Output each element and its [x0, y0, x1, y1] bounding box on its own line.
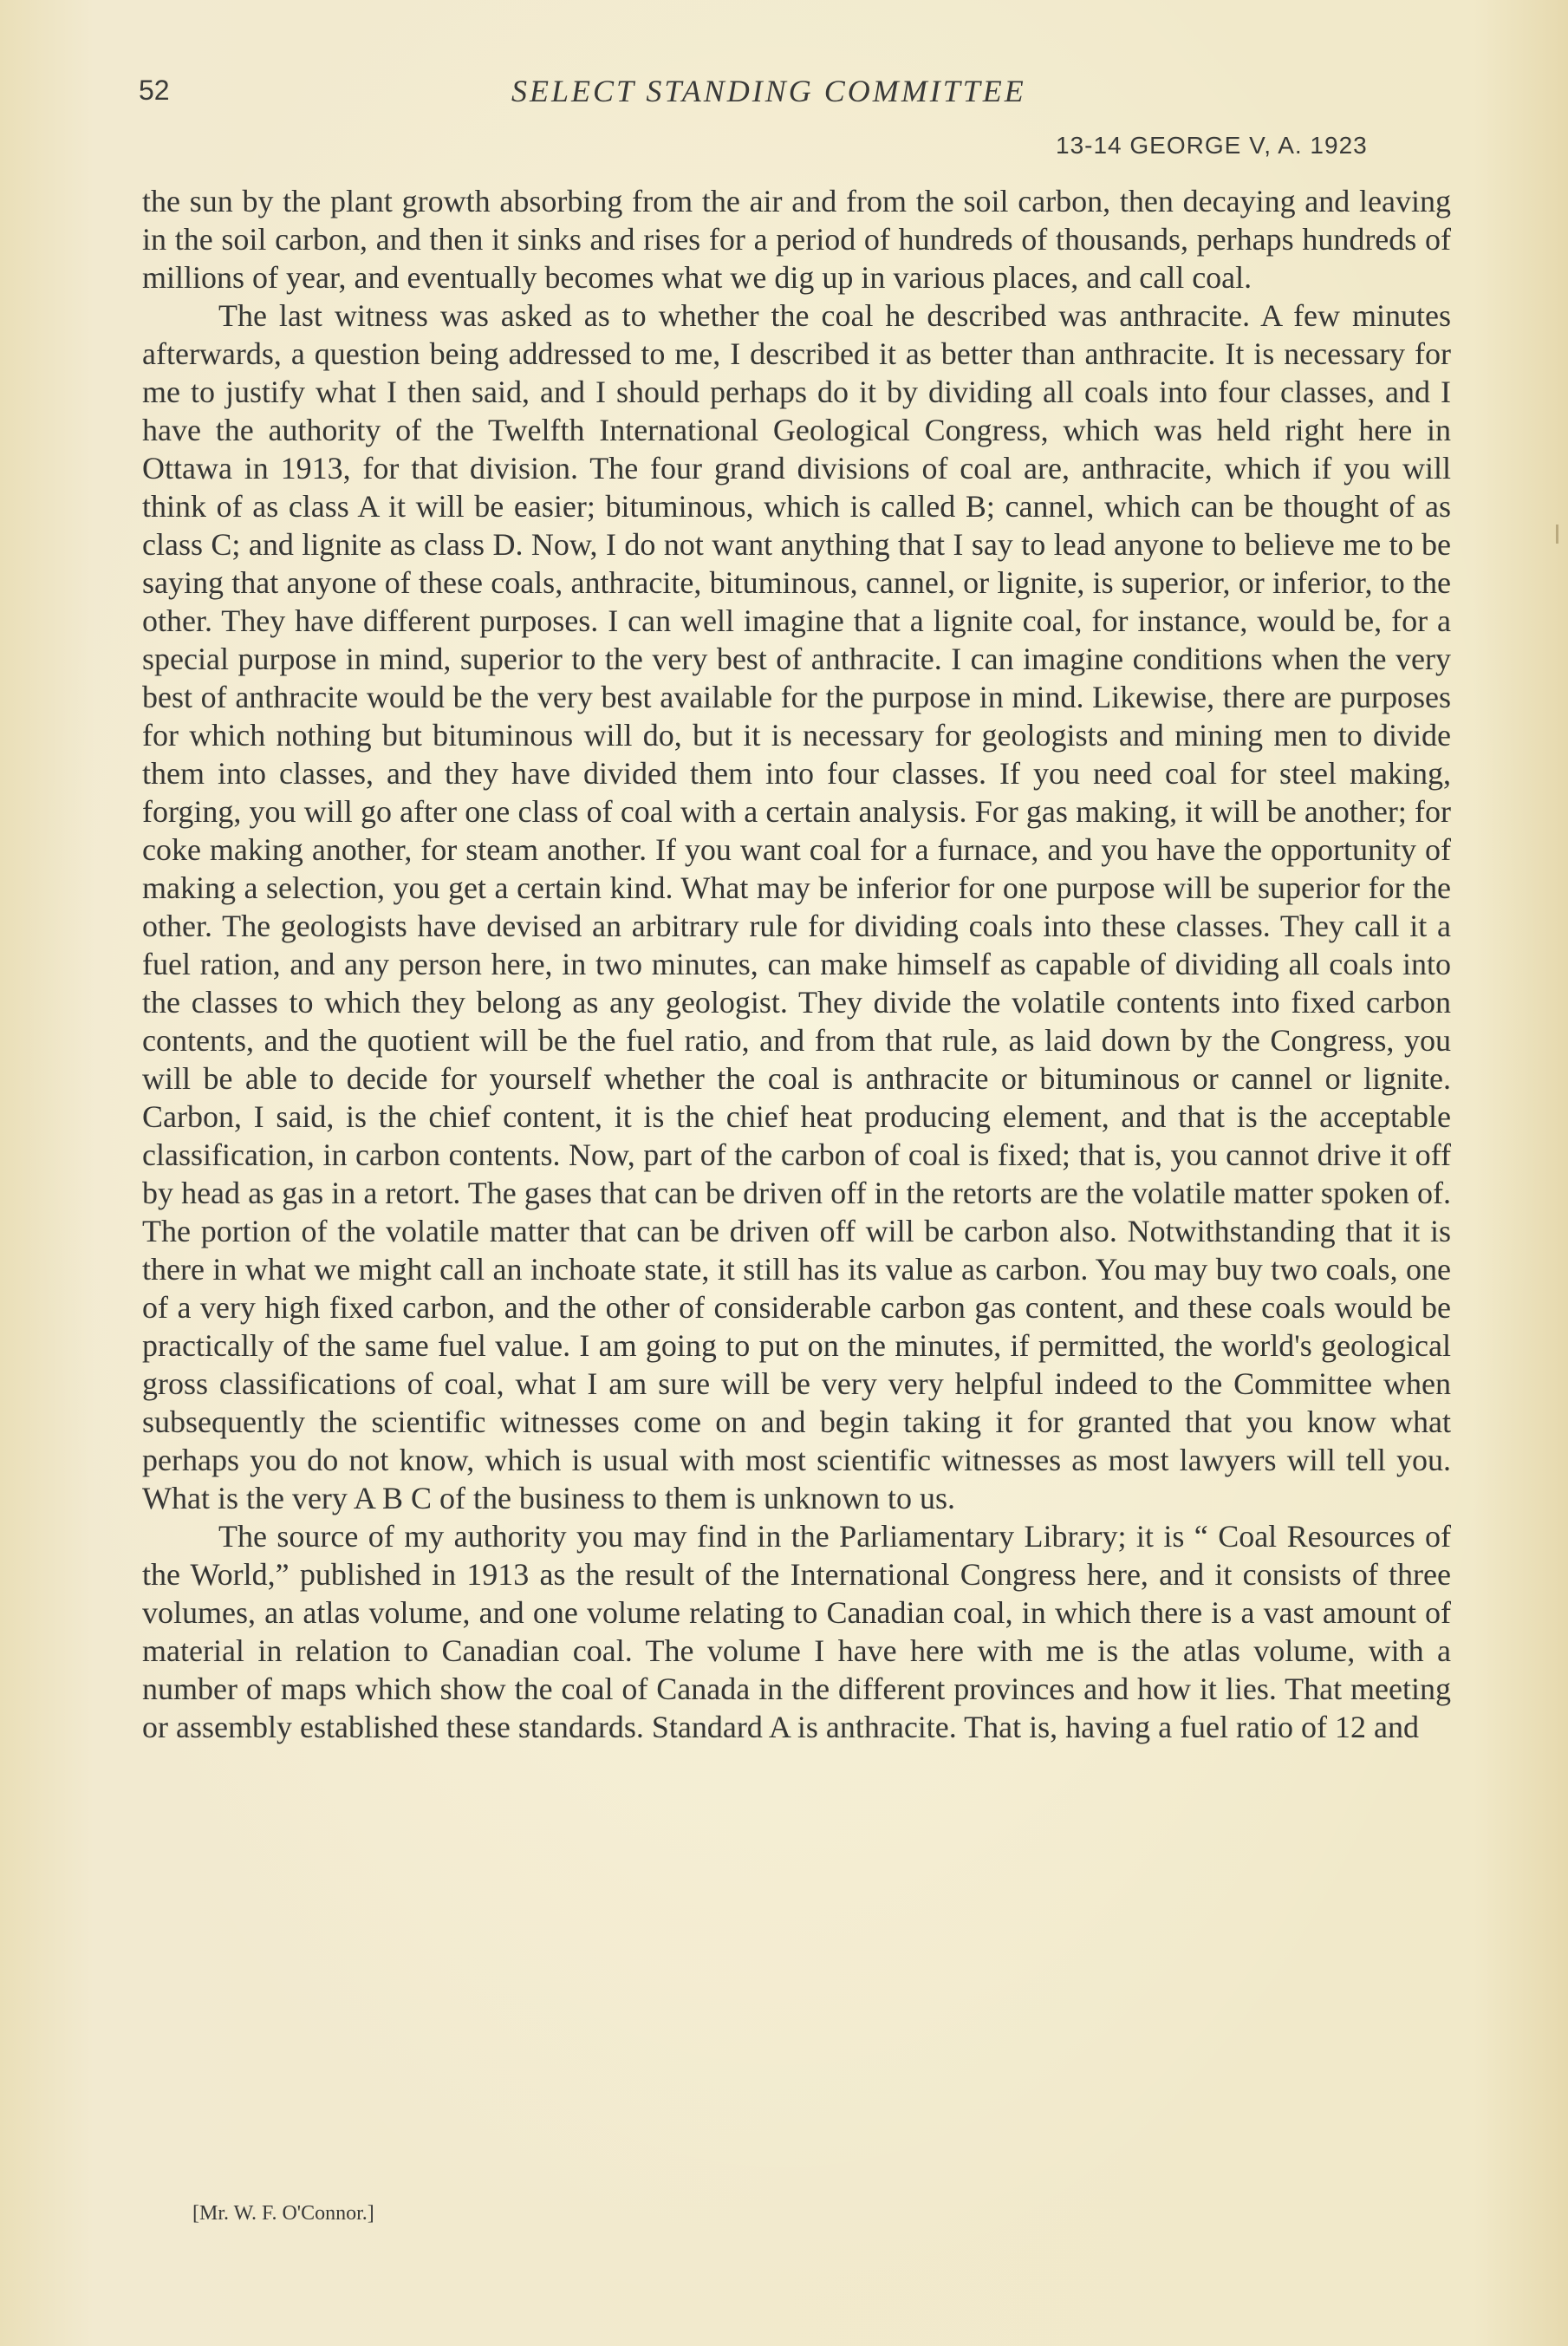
running-title: SELECT STANDING COMMITTEE — [511, 74, 1026, 108]
speaker-attribution: [Mr. W. F. O'Connor.] — [192, 2202, 374, 2225]
session-label: 13-14 GEORGE V, A. 1923 — [1056, 132, 1368, 159]
body-text — [142, 182, 1451, 1746]
paragraph-coal-classes: The last witness was asked as to whether the coal he described was anthracite. A few minutes afterwards, a question being addressed to me, I described it as better than anthracite. It is necessary for me to justify what I then said, and I should perhaps do it by dividing all coals into four classes, and I have the authority of the Twelfth International Geological Congress, which was held right here in Ottawa in 1913, for that division. The four grand divisions of coal are, anthracite, which if you will think of as class A it will be easier; bituminous, which is called B; cannel, which can be thought of as class C; and lignite as class D. Now, I do not want anything that I say to lead anyone to believe me to be saying that anyone of these coals, anthracite, bituminous, cannel, or lignite, is superior, or inferior, to the other. They have different purposes. I can well imagine that a lignite coal, for instance, would be, for a special purpose in mind, superior to the very best of anthracite. I can imagine conditions when the very best of anthracite would be the very best available for the purpose in mind. Likewise, there are purposes for which nothing but bituminous will do, but it is necessary for geologists and mining men to divide them into classes, and they have divided them into four classes. If you need coal for steel making, forging, you will go after one class of coal with a certain analysis. For gas making, it will be another; for coke making another, for steam another. If you want coal for a furnace, and you have the opportunity of making a selection, you get a certain kind. What may be inferior for one purpose will be superior for the other. The geologists have devised an arbitrary rule for dividing coals into these classes. They call it a fuel ration, and any person here, in two minutes, can make himself as capable of dividing all coals into the classes to which they belong as any geologist. They divide the volatile contents into fixed carbon contents, and the quotient will be the fuel ratio, and from that rule, as laid down by the Congress, you will be able to decide for yourself whether the coal is anthracite or bituminous or cannel or lignite. Carbon, I said, is the chief content, it is the chief heat producing element, and that is the acceptable classification, in carbon contents. Now, part of the carbon of coal is fixed; that is, you cannot drive it off by head as gas in a retort. The gases that can be driven off in the retorts are the volatile matter spoken of. The portion of the volatile matter that can be driven off will be carbon also. Notwithstanding that it is there in what we might call an inchoate state, it still has its value as carbon. You may buy two coals, one of a very high fixed carbon, and the other of considerable carbon gas content, and these coals would be practically of the same fuel value. I am going to put on the minutes, if permitted, the world's geological gross classifications of coal, what I am sure will be very very helpful indeed to the Committee when subsequently the scientific witnesses come on and begin taking it for granted that you know what perhaps you do not know, which is usual with most scientific witnesses as most lawyers will tell you. What is the very A B C of the business to them is unknown to us. — [142, 298, 1451, 1515]
page-number: 52 — [139, 75, 170, 106]
paragraph-authority-source: The source of my authority you may find in the Parliamentary Library; it is “ Coal Resources of the World,” published in 1913 as the result of the International Congress here, and it consists of three volumes, an atlas volume, and one volume relating to Canadian coal, in which there is a vast amount of material in relation to Canadian coal. The volume I have here with me is the atlas volume, with a number of maps which show the coal of Canada in the different provinces and how it lies. That meeting or assembly established these standards. Standard A is anthracite. That is, having a fuel ratio of 12 and — [142, 1519, 1451, 1744]
margin-mark — [1556, 525, 1558, 544]
paragraph-continuation: the sun by the plant growth absorbing from the air and from the soil carbon, then decaying and leaving in the soil carbon, and then it sinks and rises for a period of hundreds of thousands, perhaps hundreds of millions of year, and eventually becomes what we dig up in various places, and call coal. — [142, 184, 1451, 295]
